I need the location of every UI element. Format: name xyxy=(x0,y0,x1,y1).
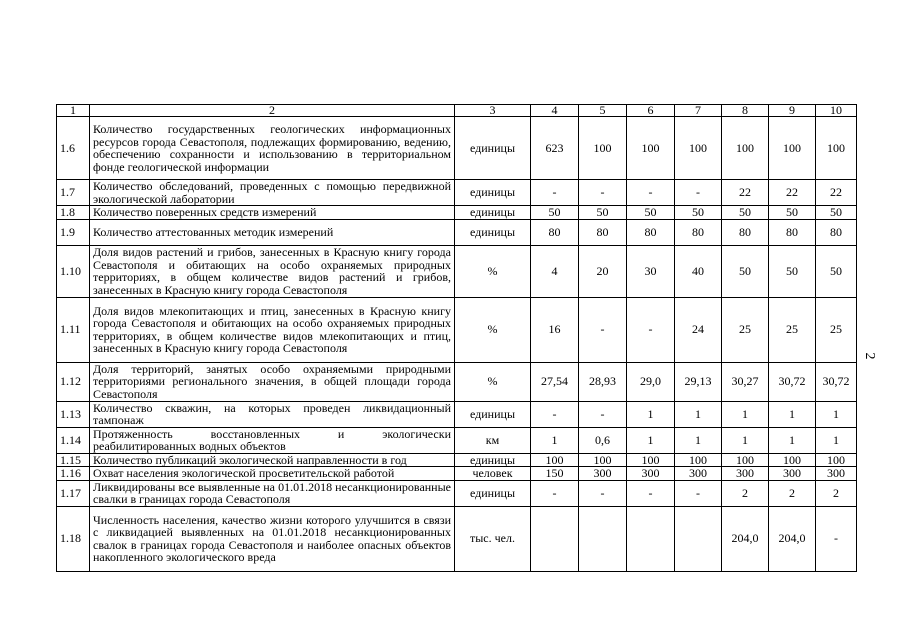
value-cell: 100 xyxy=(579,117,627,180)
value-cell: 300 xyxy=(722,467,769,481)
indicator-name: Количество публикаций экологической направленности в год xyxy=(90,453,455,467)
table-row xyxy=(57,180,857,206)
row-number: 1.18 xyxy=(57,506,90,571)
value-cell: 100 xyxy=(816,117,857,180)
unit-cell: % xyxy=(455,297,531,362)
value-cell: 2 xyxy=(769,480,816,506)
header-cell: 5 xyxy=(579,105,627,117)
value-cell: 30 xyxy=(627,245,675,297)
value-cell: 30,72 xyxy=(816,362,857,401)
table-row xyxy=(57,480,857,506)
value-cell: 50 xyxy=(769,206,816,220)
header-cell: 3 xyxy=(455,105,531,117)
value-cell: 300 xyxy=(675,467,722,481)
value-cell: 1 xyxy=(627,401,675,427)
value-cell: 80 xyxy=(579,219,627,245)
value-cell: 22 xyxy=(769,180,816,206)
table-header-row xyxy=(57,105,857,117)
value-cell: 150 xyxy=(531,467,579,481)
value-cell: 1 xyxy=(675,401,722,427)
header-cell: 9 xyxy=(769,105,816,117)
value-cell: 50 xyxy=(722,206,769,220)
indicator-name: Доля территорий, занятых особо охраняемыми природными территориями регионального значения, в общей площади города Севастополя xyxy=(90,362,455,401)
indicator-name: Доля видов млекопитающих и птиц, занесенных в Красную книгу города Севастополя и обитающих на особо охраняемых природных территориях, в общем количестве видов млекопитающих и птиц, занесенных в Красную книгу города Севастополя xyxy=(90,297,455,362)
value-cell: - xyxy=(579,297,627,362)
value-cell: 25 xyxy=(769,297,816,362)
table-row xyxy=(57,506,857,571)
indicator-name: Количество поверенных средств измерений xyxy=(90,206,455,220)
value-cell: 30,72 xyxy=(769,362,816,401)
table-row xyxy=(57,453,857,467)
value-cell: 50 xyxy=(675,206,722,220)
unit-cell: % xyxy=(455,362,531,401)
value-cell: 204,0 xyxy=(769,506,816,571)
value-cell: 100 xyxy=(769,453,816,467)
value-cell: 24 xyxy=(675,297,722,362)
table-row xyxy=(57,117,857,180)
header-cell: 2 xyxy=(90,105,455,117)
value-cell: - xyxy=(675,480,722,506)
value-cell: 2 xyxy=(722,480,769,506)
value-cell: 28,93 xyxy=(579,362,627,401)
value-cell: 50 xyxy=(627,206,675,220)
indicators-table xyxy=(56,104,857,572)
value-cell: 1 xyxy=(675,427,722,453)
value-cell: 80 xyxy=(816,219,857,245)
unit-cell: единицы xyxy=(455,206,531,220)
value-cell: 29,13 xyxy=(675,362,722,401)
value-cell: 100 xyxy=(675,453,722,467)
value-cell: 50 xyxy=(816,245,857,297)
value-cell: 1 xyxy=(627,427,675,453)
value-cell: 50 xyxy=(769,245,816,297)
value-cell: 50 xyxy=(579,206,627,220)
table-row xyxy=(57,219,857,245)
value-cell: 0,6 xyxy=(579,427,627,453)
table-row xyxy=(57,206,857,220)
value-cell: 50 xyxy=(816,206,857,220)
table-row xyxy=(57,245,857,297)
value-cell: - xyxy=(627,297,675,362)
value-cell: 50 xyxy=(531,206,579,220)
value-cell: 300 xyxy=(579,467,627,481)
row-number: 1.16 xyxy=(57,467,90,481)
table-row xyxy=(57,297,857,362)
value-cell: 50 xyxy=(722,245,769,297)
value-cell: 204,0 xyxy=(722,506,769,571)
indicator-name: Количество обследований, проведенных с помощью передвижной экологической лаборатории xyxy=(90,180,455,206)
value-cell: - xyxy=(579,180,627,206)
value-cell: 300 xyxy=(816,467,857,481)
indicator-name: Доля видов растений и грибов, занесенных в Красную книгу города Севастополя и обитающих на особо охраняемых природных территориях, в общем количестве видов растений и грибов, занесенных в Красную книгу города Севастополя xyxy=(90,245,455,297)
value-cell: 100 xyxy=(722,117,769,180)
value-cell: 22 xyxy=(816,180,857,206)
unit-cell: единицы xyxy=(455,480,531,506)
value-cell: 20 xyxy=(579,245,627,297)
value-cell xyxy=(627,506,675,571)
row-number: 1.13 xyxy=(57,401,90,427)
indicator-name: Количество государственных геологических информационных ресурсов города Севастополя, подлежащих формированию, ведению, обеспечению сохранности и использованию в территориальном фонде геологической информации xyxy=(90,117,455,180)
value-cell: 27,54 xyxy=(531,362,579,401)
value-cell: - xyxy=(531,480,579,506)
header-cell: 10 xyxy=(816,105,857,117)
value-cell: - xyxy=(627,180,675,206)
value-cell: 100 xyxy=(816,453,857,467)
row-number: 1.10 xyxy=(57,245,90,297)
value-cell: 80 xyxy=(531,219,579,245)
value-cell: 1 xyxy=(816,427,857,453)
unit-cell: км xyxy=(455,427,531,453)
unit-cell: единицы xyxy=(455,453,531,467)
table-row xyxy=(57,362,857,401)
value-cell: - xyxy=(531,180,579,206)
table-body xyxy=(57,105,857,572)
value-cell: 25 xyxy=(816,297,857,362)
value-cell: 4 xyxy=(531,245,579,297)
value-cell: 100 xyxy=(627,117,675,180)
unit-cell: единицы xyxy=(455,401,531,427)
value-cell: 1 xyxy=(722,401,769,427)
indicator-name: Протяженность восстановленных и экологически реабилитированных водных объектов xyxy=(90,427,455,453)
row-number: 1.14 xyxy=(57,427,90,453)
table-row xyxy=(57,401,857,427)
value-cell: 100 xyxy=(769,117,816,180)
unit-cell: единицы xyxy=(455,117,531,180)
value-cell: 100 xyxy=(531,453,579,467)
unit-cell: % xyxy=(455,245,531,297)
row-number: 1.17 xyxy=(57,480,90,506)
value-cell: 1 xyxy=(531,427,579,453)
header-cell: 1 xyxy=(57,105,90,117)
row-number: 1.15 xyxy=(57,453,90,467)
indicator-name: Количество скважин, на которых проведен ликвидационный тампонаж xyxy=(90,401,455,427)
value-cell: 25 xyxy=(722,297,769,362)
indicator-name: Ликвидированы все выявленные на 01.01.2018 несанкционированные свалки в границах города Севастополя xyxy=(90,480,455,506)
value-cell: 80 xyxy=(722,219,769,245)
value-cell: 100 xyxy=(722,453,769,467)
value-cell: 22 xyxy=(722,180,769,206)
value-cell: 1 xyxy=(769,401,816,427)
value-cell: 40 xyxy=(675,245,722,297)
row-number: 1.8 xyxy=(57,206,90,220)
value-cell: 29,0 xyxy=(627,362,675,401)
value-cell xyxy=(531,506,579,571)
value-cell: - xyxy=(675,180,722,206)
value-cell: - xyxy=(579,480,627,506)
unit-cell: единицы xyxy=(455,180,531,206)
table-row xyxy=(57,467,857,481)
value-cell: 16 xyxy=(531,297,579,362)
value-cell: - xyxy=(579,401,627,427)
header-cell: 8 xyxy=(722,105,769,117)
unit-cell: единицы xyxy=(455,219,531,245)
value-cell: 623 xyxy=(531,117,579,180)
value-cell: 100 xyxy=(675,117,722,180)
indicator-name: Охват населения экологической просветительской работой xyxy=(90,467,455,481)
row-number: 1.7 xyxy=(57,180,90,206)
unit-cell: тыс. чел. xyxy=(455,506,531,571)
row-number: 1.11 xyxy=(57,297,90,362)
value-cell: - xyxy=(531,401,579,427)
page-number: 2 xyxy=(862,352,877,360)
value-cell: 80 xyxy=(675,219,722,245)
row-number: 1.12 xyxy=(57,362,90,401)
value-cell xyxy=(675,506,722,571)
row-number: 1.6 xyxy=(57,117,90,180)
header-cell: 6 xyxy=(627,105,675,117)
value-cell: 1 xyxy=(722,427,769,453)
value-cell: 300 xyxy=(769,467,816,481)
value-cell xyxy=(579,506,627,571)
indicator-name: Численность населения, качество жизни которого улучшится в связи с ликвидацией выявленных на 01.01.2018 несанкционированных свалок в границах города Севастополя и наиболее опасных объектов накопленного экологического вреда xyxy=(90,506,455,571)
table-row xyxy=(57,427,857,453)
value-cell: 100 xyxy=(579,453,627,467)
value-cell: - xyxy=(816,506,857,571)
value-cell: 300 xyxy=(627,467,675,481)
value-cell: 30,27 xyxy=(722,362,769,401)
unit-cell: человек xyxy=(455,467,531,481)
value-cell: 1 xyxy=(816,401,857,427)
value-cell: - xyxy=(627,480,675,506)
value-cell: 2 xyxy=(816,480,857,506)
value-cell: 80 xyxy=(769,219,816,245)
value-cell: 1 xyxy=(769,427,816,453)
indicator-name: Количество аттестованных методик измерений xyxy=(90,219,455,245)
header-cell: 4 xyxy=(531,105,579,117)
value-cell: 80 xyxy=(627,219,675,245)
value-cell: 100 xyxy=(627,453,675,467)
row-number: 1.9 xyxy=(57,219,90,245)
header-cell: 7 xyxy=(675,105,722,117)
